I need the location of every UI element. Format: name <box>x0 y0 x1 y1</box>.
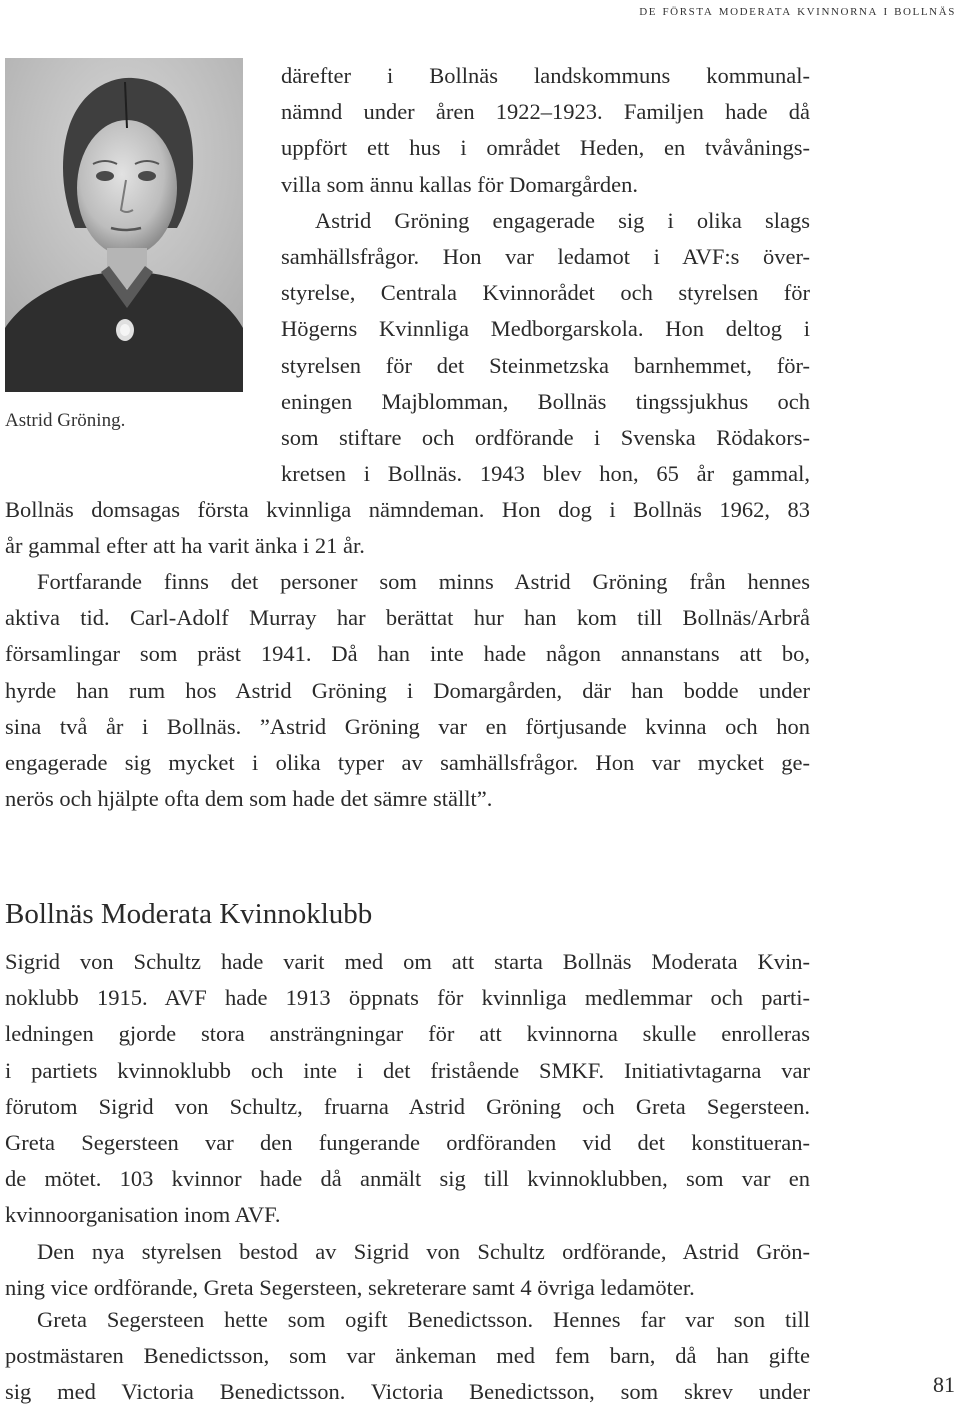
text-line: samhällsfrågor. Hon var ledamot i AVF:s över- <box>281 243 810 269</box>
text-line: Bollnäs domsagas första kvinnliga nämndeman. Hon dog i Bollnäs 1962, 83 <box>5 497 810 522</box>
text-line: Sigrid von Schultz hade varit med om att starta Bollnäs Moderata Kvin- <box>5 949 810 974</box>
text-line: nerös och hjälpte ofta dem som hade det sämre ställt”. <box>5 786 493 812</box>
text-line: noklubb 1915. AVF hade 1913 öppnats för kvinnliga medlemmar och parti- <box>5 985 810 1011</box>
text-line: uppfört ett hus i området Heden, en tvåvånings- <box>281 135 810 161</box>
text-line: kretsen i Bollnäs. 1943 blev hon, 65 år gammal, <box>281 461 810 487</box>
text-line: nämnd under åren 1922–1923. Familjen hade då <box>281 99 810 125</box>
photo-caption: Astrid Gröning. <box>5 410 126 431</box>
text-line: Fortfarande finns det personer som minns Astrid Gröning från hennes <box>37 569 810 594</box>
text-line: sig med Victoria Benedictsson. Victoria Benedictsson, som skrev under <box>5 1379 810 1405</box>
text-line: ledningen gjorde stora ansträngningar för att kvinnorna skulle enrolleras <box>5 1021 810 1047</box>
paragraph-murray <box>5 564 810 817</box>
text-line: hyrde han rum hos Astrid Gröning i Domargården, där han bodde under <box>5 677 810 703</box>
wrap-paragraph <box>281 58 810 492</box>
running-head: de första moderata kvinnorna i bollnäs <box>639 3 956 19</box>
paragraph-continuation <box>5 492 810 564</box>
text-line: aktiva tid. Carl-Adolf Murray har berättat hur han kom till Bollnäs/Arbrå <box>5 605 810 631</box>
text-line: eningen Majblomman, Bollnäs tingssjukhus och <box>281 388 810 414</box>
text-line: styrelsen för det Steinmetzska barnhemmet, för- <box>281 352 810 378</box>
text-line: församlingar som präst 1941. Då han inte hade någon annanstans att bo, <box>5 641 810 667</box>
text-line: år gammal efter att ha varit änka i 21 år. <box>5 533 365 559</box>
text-line: kvinnoorganisation inom AVF. <box>5 1202 281 1228</box>
paragraph-section-3 <box>5 1302 810 1411</box>
text-line: ning vice ordförande, Greta Segersteen, sekreterare samt 4 övriga ledamöter. <box>5 1275 695 1301</box>
section-heading: Bollnäs Moderata Kvinnoklubb <box>5 898 373 930</box>
text-line: i partiets kvinnoklubb och inte i det fristående SMKF. Initiativtagarna var <box>5 1057 810 1083</box>
text-line: Greta Segersteen var den fungerande ordföranden vid det konstitueran- <box>5 1129 810 1155</box>
text-line: Den nya styrelsen bestod av Sigrid von Schultz ordförande, Astrid Grön- <box>37 1239 810 1264</box>
page-number: 81 <box>933 1372 955 1397</box>
text-line: sina två år i Bollnäs. ”Astrid Gröning var en förtjusande kvinna och hon <box>5 713 810 739</box>
text-line: villa som ännu kallas för Domargården. <box>281 171 638 197</box>
paragraph-section-2 <box>5 1234 810 1306</box>
text-line: postmästaren Benedictsson, som var änkeman med fem barn, då han gifte <box>5 1343 810 1369</box>
paragraph-section-1 <box>5 944 810 1234</box>
portrait-photo <box>5 58 243 392</box>
text-line: de mötet. 103 kvinnor hade då anmält sig till kvinnoklubben, som var en <box>5 1166 810 1192</box>
text-line: som stiftare och ordförande i Svenska Rödakors- <box>281 424 810 450</box>
text-line: engagerade sig mycket i olika typer av samhällsfrågor. Hon var mycket ge- <box>5 749 810 775</box>
text-line: styrelse, Centrala Kvinnorådet och styrelsen för <box>281 280 810 306</box>
text-line: Högerns Kvinnliga Medborgarskola. Hon deltog i <box>281 316 810 342</box>
text-line: därefter i Bollnäs landskommuns kommunal- <box>281 63 810 88</box>
text-line: Greta Segersteen hette som ogift Benedictsson. Hennes far var son till <box>37 1307 810 1332</box>
text-line: Astrid Gröning engagerade sig i olika slags <box>315 207 810 233</box>
text-line: förutom Sigrid von Schultz, fruarna Astrid Gröning och Greta Segersteen. <box>5 1093 810 1119</box>
